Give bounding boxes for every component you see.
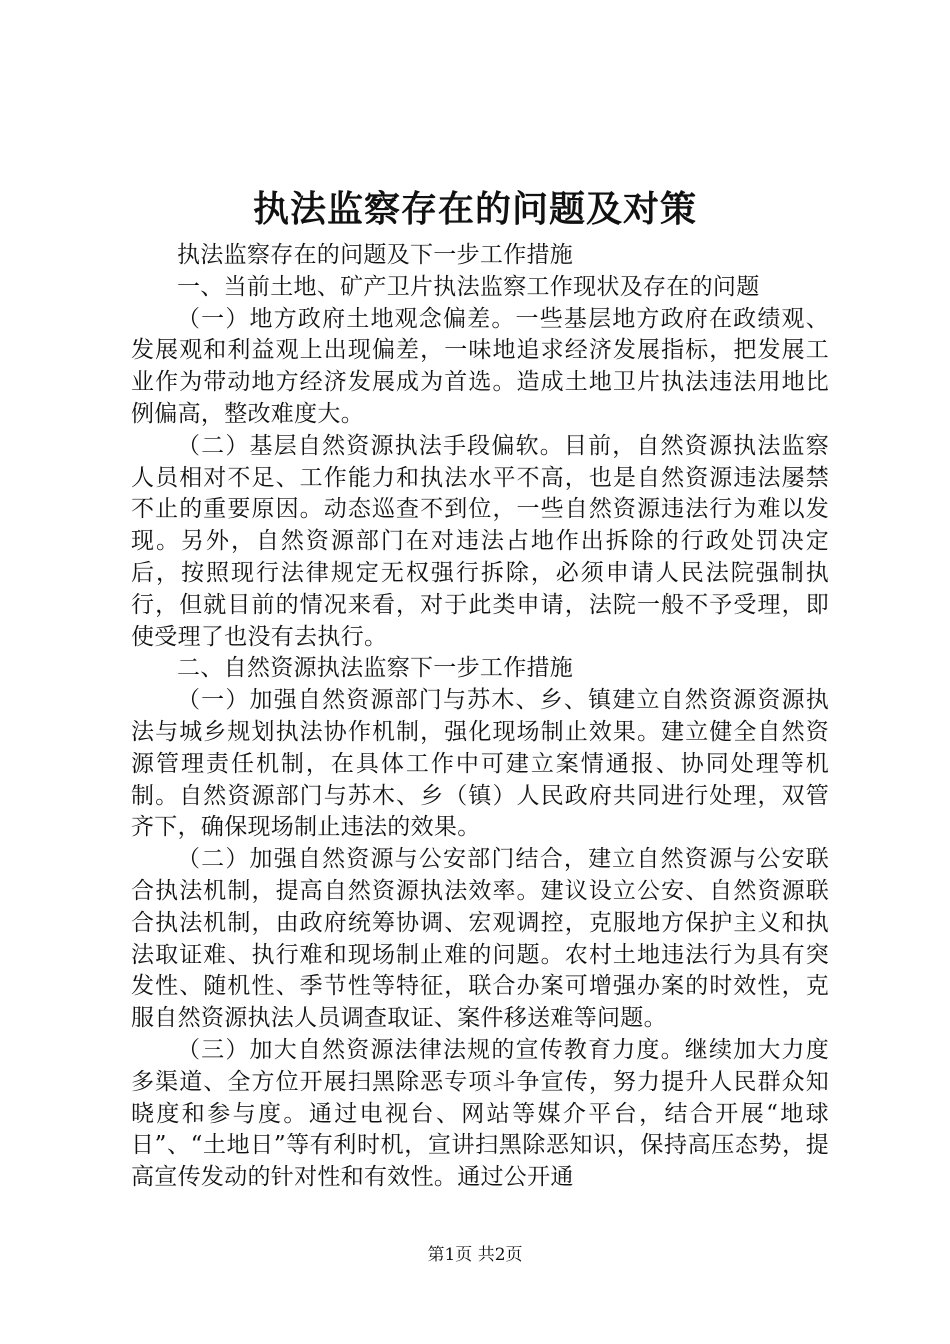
paragraph-heading-2: 二、自然资源执法监察下一步工作措施 (177, 655, 574, 682)
paragraph-2-1: （一）加强自然资源部门与苏木、乡、镇建立自然资源资源执法与城乡规划执法协作机制，强化现场制止效果。建立健全自然资源管理责任机制，在具体工作中可建立案情通报、协同处理等机制。自然资源部门与苏木、乡（镇）人民政府共同进行处理，双管齐下，确保现场制止违法的效果。 (131, 687, 829, 841)
paragraph-1-1: （一）地方政府土地观念偏差。一些基层地方政府在政绩观、发展观和利益观上出现偏差，一味地追求经济发展指标，把发展工业作为带动地方经济发展成为首选。造成土地卫片执法违法用地比例偏高，整改难度大。 (131, 305, 829, 427)
paragraph-1-2: （二）基层自然资源执法手段偏软。目前，自然资源执法监察人员相对不足、工作能力和执法水平不高，也是自然资源违法屡禁不止的重要原因。动态巡查不到位，一些自然资源违法行为难以发现。另外，自然资源部门在对违法占地作出拆除的行政处罚决定后，按照现行法律规定无权强行拆除，必须申请人民法院强制执行，但就目前的情况来看，对于此类申请，法院一般不予受理，即使受理了也没有去执行。 (131, 432, 829, 650)
paragraph-heading-1: 一、当前土地、矿产卫片执法监察工作现状及存在的问题 (177, 273, 760, 300)
paragraph-subtitle: 执法监察存在的问题及下一步工作措施 (177, 242, 574, 268)
paragraph-2-3: （三）加大自然资源法律法规的宣传教育力度。继续加大力度多渠道、全方位开展扫黑除恶专项斗争宣传，努力提升人民群众知晓度和参与度。通过电视台、网站等媒介平台，结合开展“地球日”、“土地日”等有利时机，宣讲扫黑除恶知识，保持高压态势，提高宣传发动的针对性和有效性。通过公开通 (131, 1036, 829, 1191)
document-body (131, 240, 829, 1194)
paragraph-2-2: （二）加强自然资源与公安部门结合，建立自然资源与公安联合执法机制，提高自然资源执法效率。建议设立公安、自然资源联合执法机制，由政府统筹协调、宏观调控，克服地方保护主义和执法取证难、执行难和现场制止难的问题。农村土地违法行为具有突发性、随机性、季节性等特征，联合办案可增强办案的时效性，克服自然资源执法人员调查取证、案件移送难等问题。 (131, 846, 829, 1032)
page-footer: 第1页 共2页 (427, 1245, 523, 1265)
document-title: 执法监察存在的问题及对策 (252, 188, 697, 230)
